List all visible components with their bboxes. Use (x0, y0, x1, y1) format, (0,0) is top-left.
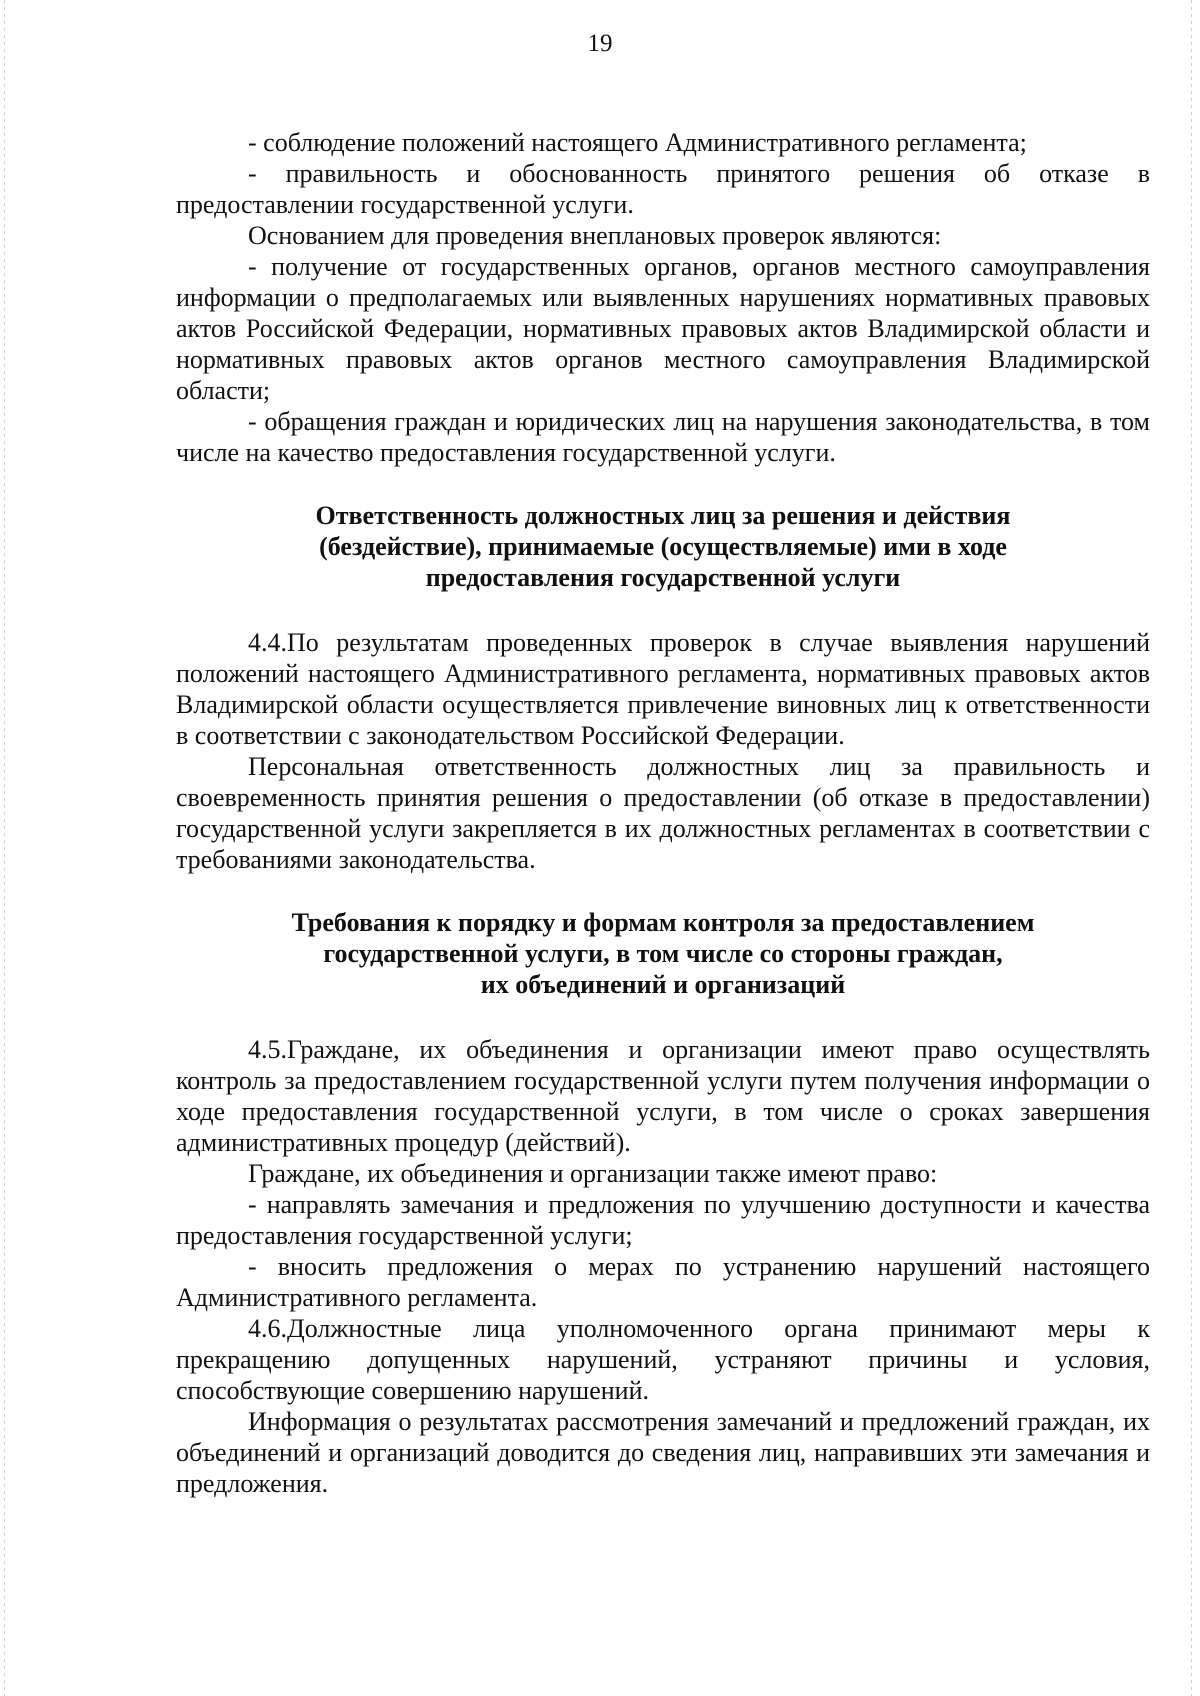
paragraph-top-4: - получение от государственных органов, органов местного самоуправления информации о предполагаемых или выявленных нарушениях нормативных правовых актов Российской Федерации, нормативных правовых актов Владимирской области и нормативных правовых актов органов местного самоуправления Владимирской области; (176, 252, 1150, 405)
paragraph-bottom-2: Граждане, их объединения и организации также имеют право: (248, 1159, 938, 1188)
paragraph-bottom-1: 4.5.Граждане, их объединения и организации имеют право осуществлять контроль за предоставлением государственной услуги путем получения информации о ходе предоставления государственной услуги, в том числе о сроках завершения административных процедур (действий). (176, 1035, 1150, 1157)
heading-1-line-1: Ответственность должностных лиц за решения и действия (315, 501, 1011, 530)
paragraph-bottom-5: 4.6.Должностные лица уполномоченного органа принимают меры к прекращению допущенных нарушений, устраняют причины и условия, способствующие совершению нарушений. (176, 1314, 1150, 1405)
section-heading-control-requirements (176, 907, 1150, 1000)
heading-2-line-2: государственной услуги, в том числе со стороны граждан, (323, 939, 1003, 968)
paragraph-top-2: - правильность и обоснованность принятого решения об отказе в предоставлении государственной услуги. (176, 159, 1150, 219)
heading-1-line-3: предоставления государственной услуги (425, 563, 901, 592)
paragraph-top-3: Основанием для проведения внеплановых проверок являются: (248, 221, 942, 250)
heading-1-line-2: (бездействие), принимаемые (осуществляемые) ими в ходе (319, 532, 1007, 561)
page-number: 19 (587, 30, 613, 57)
scan-edge-right (1191, 0, 1192, 1696)
paragraph-top-5: - обращения граждан и юридических лиц на нарушения законодательства, в том числе на качество предоставления государственной услуги. (176, 407, 1150, 467)
paragraph-bottom-4: - вносить предложения о мерах по устранению нарушений настоящего Административного регламента. (176, 1252, 1150, 1312)
section-heading-responsibility (176, 500, 1150, 593)
document-body (176, 127, 1150, 1499)
heading-2-line-3: их объединений и организаций (480, 970, 846, 999)
paragraph-bottom-6: Информация о результатах рассмотрения замечаний и предложений граждан, их объединений и организаций доводится до сведения лиц, направивших эти замечания и предложения. (176, 1407, 1150, 1498)
paragraph-middle-2: Персональная ответственность должностных лиц за правильность и своевременность принятия решения о предоставлении (об отказе в предоставлении) государственной услуги закрепляется в их должностных регламентах в соответствии с требованиями законодательства. (176, 752, 1150, 874)
paragraph-middle-1: 4.4.По результатам проведенных проверок в случае выявления нарушений положений настоящего Административного регламента, нормативных правовых актов Владимирской области осуществляется привлечение виновных лиц к ответственности в соответствии с законодательством Российской Федерации. (176, 628, 1150, 750)
scan-edge-left (4, 0, 5, 1696)
paragraph-bottom-3: - направлять замечания и предложения по улучшению доступности и качества предоставления государственной услуги; (176, 1190, 1150, 1250)
paragraph-top-1: - соблюдение положений настоящего Административного регламента; (248, 128, 1027, 157)
heading-2-line-1: Требования к порядку и формам контроля за предоставлением (291, 908, 1035, 937)
